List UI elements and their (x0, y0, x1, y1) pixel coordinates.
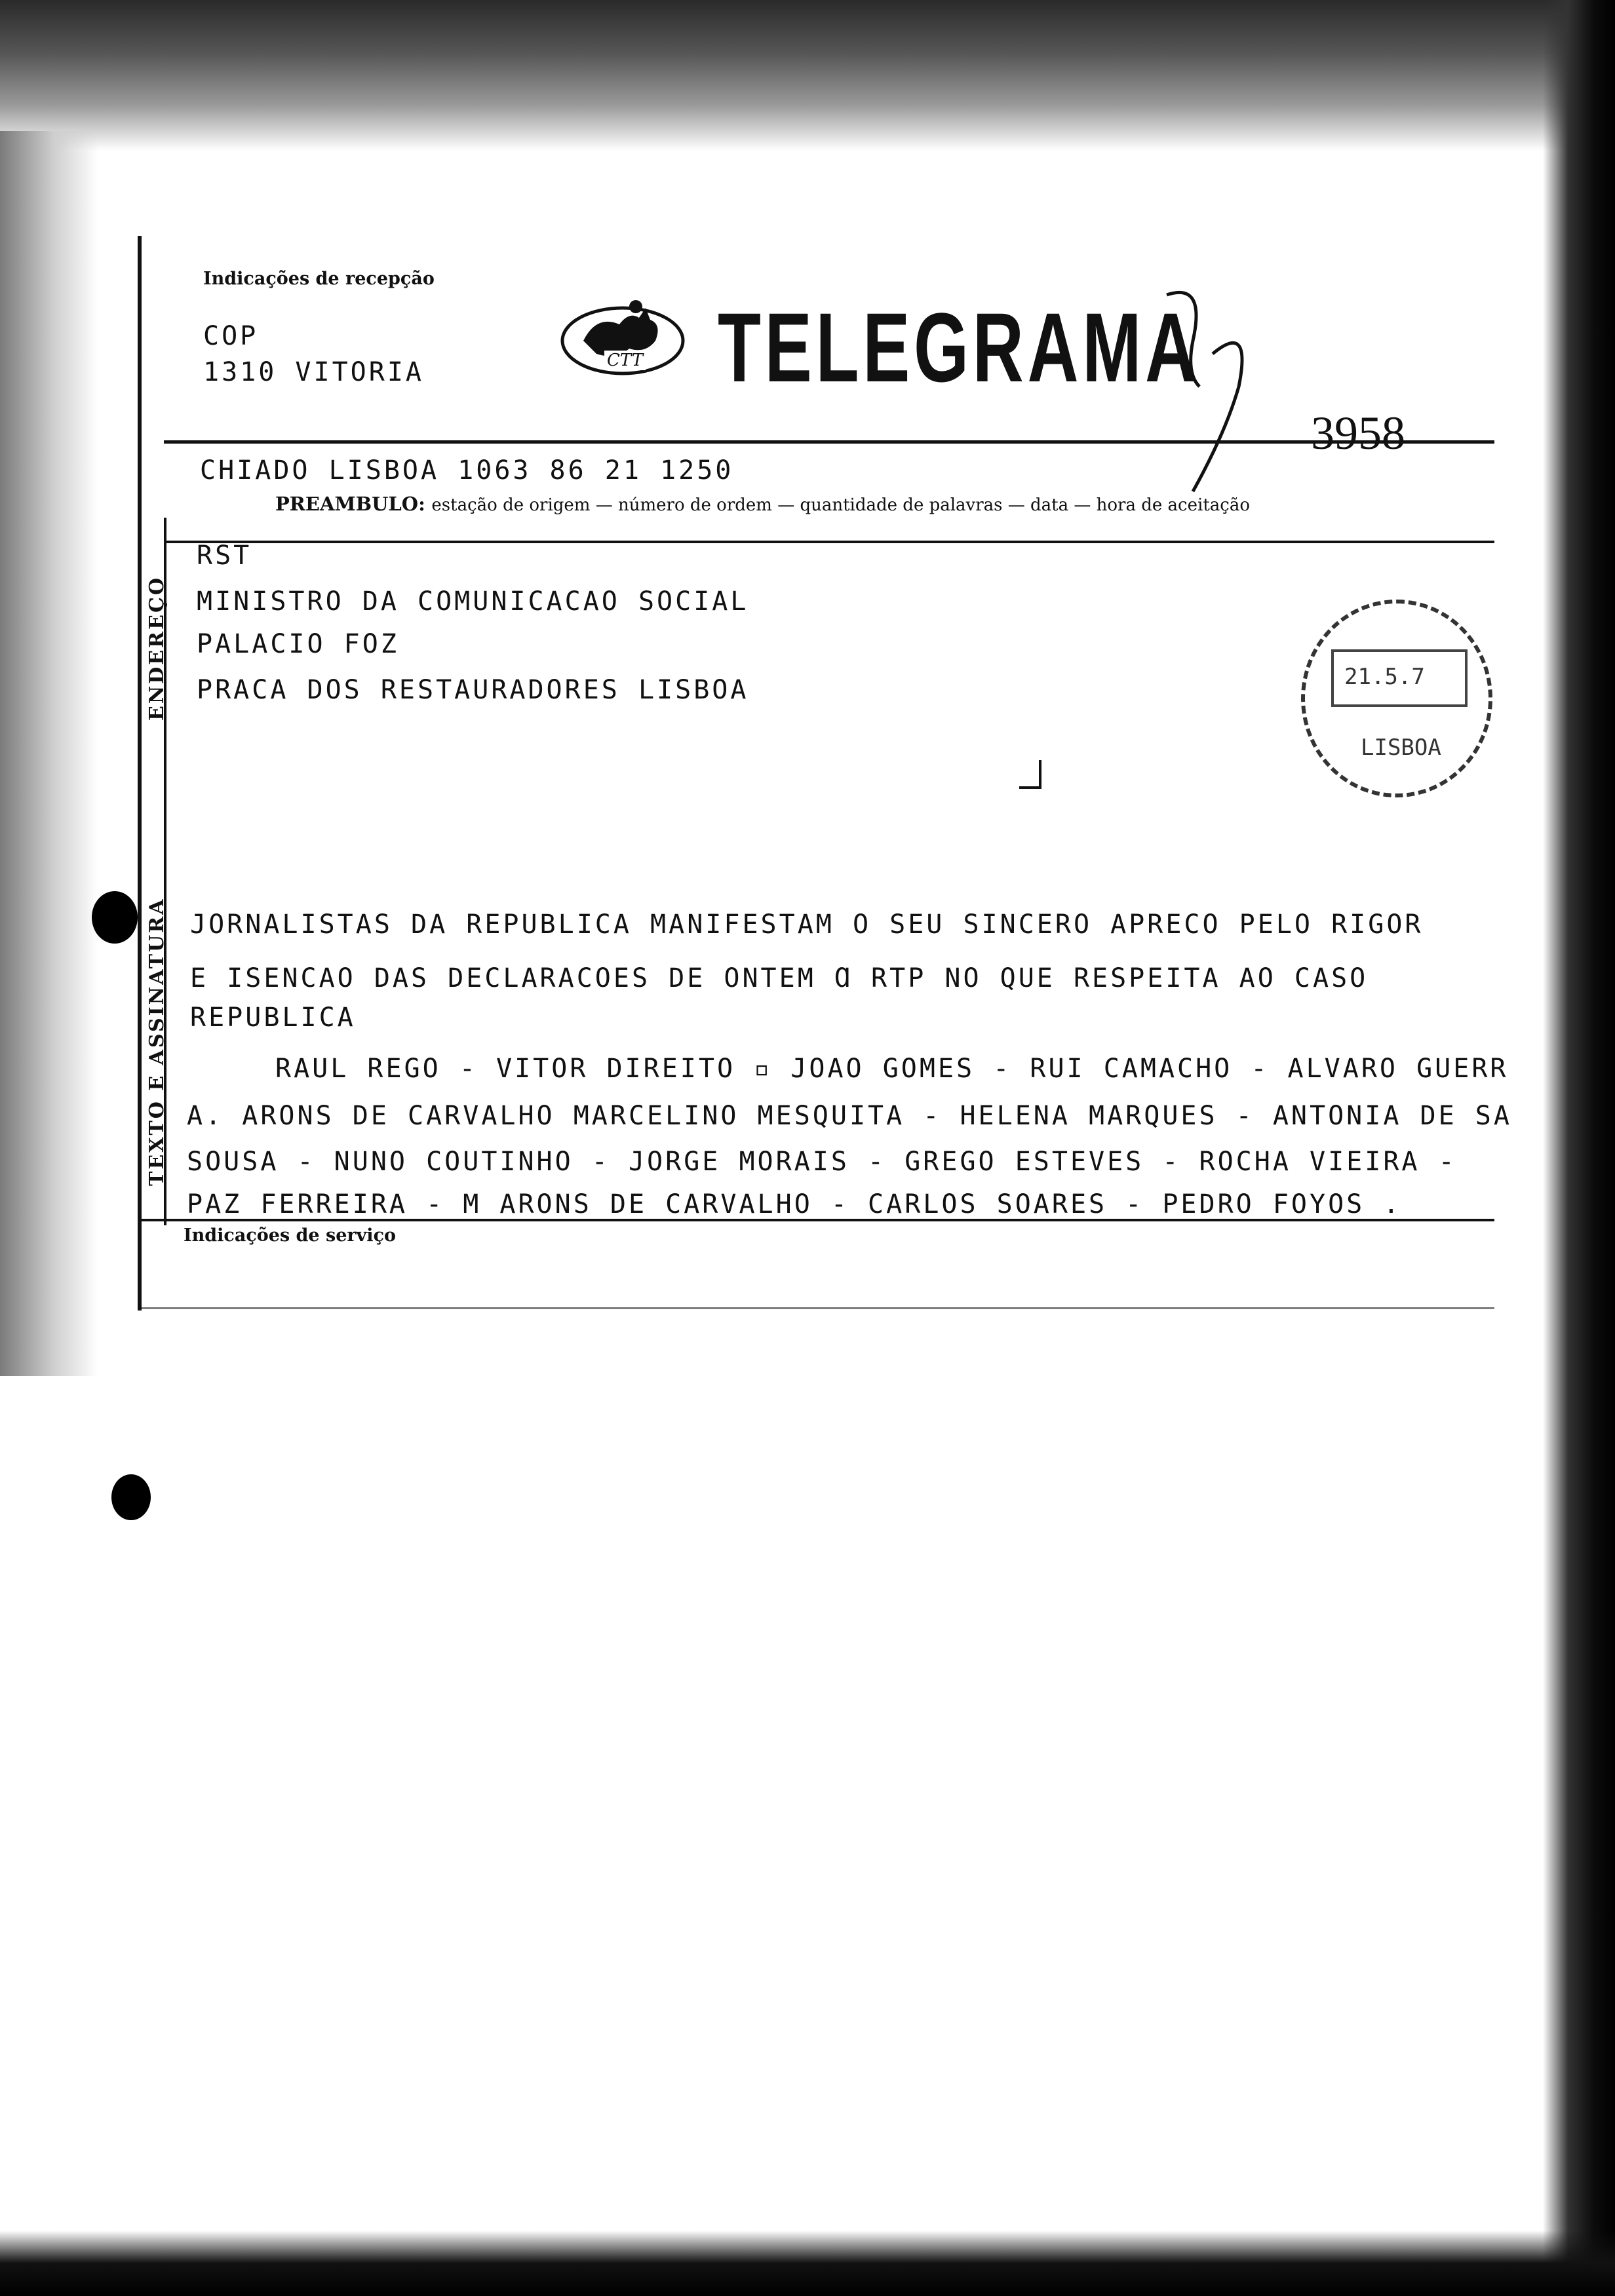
punch-hole-mark (92, 891, 138, 944)
address-line-4: PRACA DOS RESTAURADORES LISBOA (197, 675, 749, 705)
message-line-3: REPUBLICA (190, 1003, 356, 1033)
handwritten-number: 3958 (1311, 407, 1405, 459)
preamble-legend-text: estação de origem — número de ordem — quantidade de palavras — data — hora de aceitação (431, 495, 1250, 515)
preamble-typed: CHIADO LISBOA 1063 86 21 1250 (200, 455, 734, 486)
form-left-border (138, 236, 142, 1311)
ctt-horse-logo (557, 288, 688, 380)
reception-line-1: COP (203, 321, 259, 351)
side-label-text-signature: TEXTO E ASSINATURA (146, 897, 168, 1186)
header-rule (164, 440, 1494, 444)
message-line-4: RAUL REGO - VITOR DIREITO ▫ JOAO GOMES - RUI CAMACHO - ALVARO GUERR (275, 1054, 1509, 1084)
message-line-5: A. ARONS DE CARVALHO MARCELINO MESQUITA - HELENA MARQUES - ANTONIA DE SA (187, 1101, 1512, 1131)
message-line-7: PAZ FERREIRA - M ARONS DE CARVALHO - CARLOS SOARES - PEDRO FOYOS . (187, 1189, 1402, 1219)
service-label: Indicações de serviço (184, 1225, 397, 1246)
reception-line-2: 1310 VITORIA (203, 357, 424, 387)
reception-label: Indicações de recepção (203, 269, 435, 289)
handwritten-mark (1154, 282, 1272, 498)
side-label-address: ENDEREÇO (146, 576, 168, 721)
service-bottom-rule (140, 1307, 1494, 1309)
punch-hole-mark (111, 1474, 151, 1520)
postmark-date: 21.5.7 (1344, 664, 1425, 690)
address-corner-mark (1019, 760, 1041, 789)
message-line-2: E ISENCAO DAS DECLARACOES DE ONTEM Ɑ RTP NO QUE RESPEITA AO CASO (190, 963, 1369, 993)
scan-top-shadow (0, 0, 1615, 151)
message-line-1: JORNALISTAS DA REPUBLICA MANIFESTAM O SEU SINCERO APRECO PELO RIGOR (190, 909, 1424, 940)
preamble-rule (164, 541, 1494, 543)
address-line-3: PALACIO FOZ (197, 629, 399, 659)
postmark-city: LISBOA (1361, 735, 1441, 761)
postmark-stamp (1301, 600, 1492, 797)
preamble-legend (275, 493, 1250, 515)
preamble-label: PREAMBULO: (275, 493, 425, 515)
ctt-logo-text: CTT (604, 351, 646, 370)
address-line-1: RST (197, 541, 252, 571)
telegram-title: TELEGRAMA (718, 292, 1200, 402)
address-line-2: MINISTRO DA COMUNICACAO SOCIAL (197, 586, 749, 617)
scan-bottom-shadow (0, 2230, 1615, 2296)
scan-right-shadow (1543, 0, 1615, 2296)
message-line-6: SOUSA - NUNO COUTINHO - JORGE MORAIS - GREGO ESTEVES - ROCHA VIEIRA - (187, 1147, 1457, 1177)
scan-left-shadow (0, 131, 98, 1376)
